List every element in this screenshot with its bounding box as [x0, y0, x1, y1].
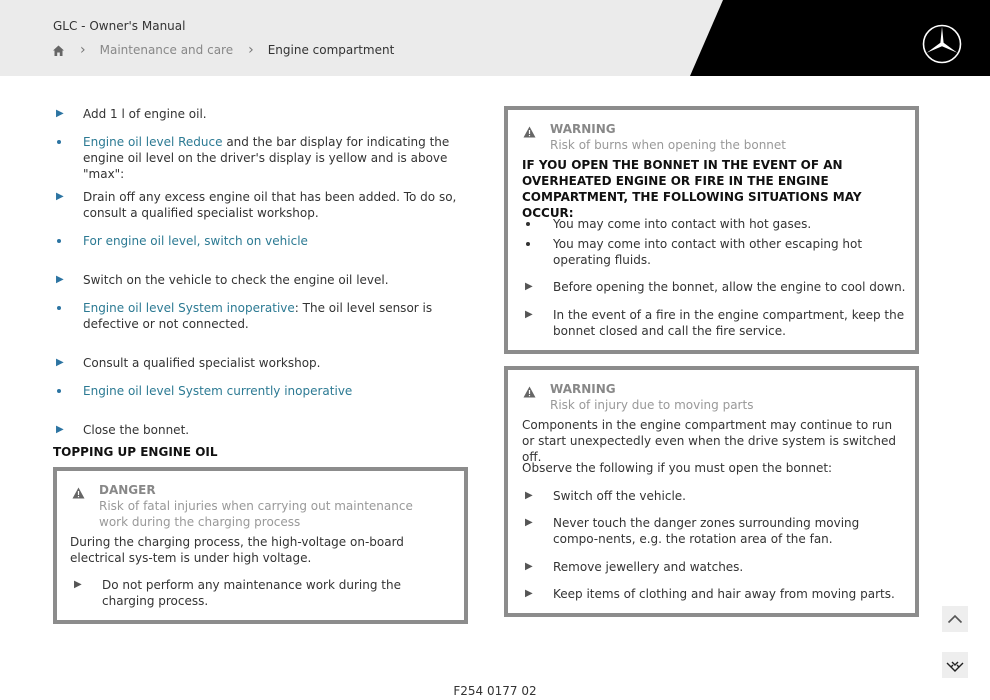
- step-arrow-icon: ▶: [525, 490, 533, 501]
- hazard-type: WARNING: [550, 122, 616, 136]
- warning-triangle-icon: [72, 487, 85, 499]
- warning-step: ▶ Remove jewellery and watches.: [525, 560, 744, 574]
- app-title: GLC - Owner's Manual: [53, 19, 186, 33]
- step-arrow-icon: ▶: [525, 281, 533, 292]
- message-link-inoperative[interactable]: Engine oil level System inoperative: [83, 301, 295, 315]
- hazard-type: DANGER: [99, 483, 156, 497]
- chevron-right-icon: ›: [248, 42, 254, 58]
- result-inoperative: Engine oil level System inoperative: The oil level sensor is defective or not connected.: [53, 300, 468, 332]
- warning-paragraph: Observe the following if you must open the bonnet:: [522, 461, 833, 475]
- step-arrow-icon: ▶: [525, 588, 533, 599]
- step-consult-workshop: ▶ Consult a qualified specialist workshop.: [56, 356, 321, 370]
- breadcrumb-item-maintenance[interactable]: Maintenance and care: [99, 43, 234, 57]
- step-arrow-icon: ▶: [525, 517, 533, 528]
- danger-paragraph: During the charging process, the high-voltage on-board electrical sys-tem is under high voltage.: [70, 535, 404, 565]
- hazard-type: WARNING: [550, 382, 616, 396]
- chevron-up-icon: [947, 614, 963, 624]
- bullet-dot-icon: [526, 242, 530, 246]
- hazard-subtitle: Risk of injury due to moving parts: [550, 398, 754, 412]
- hazard-subtitle: Risk of burns when opening the bonnet: [550, 138, 786, 152]
- hands-icon: [946, 658, 964, 672]
- bullet-dot-icon: [57, 306, 61, 310]
- home-icon[interactable]: [52, 44, 65, 57]
- warning-bullet: You may come into contact with hot gases.: [522, 216, 907, 232]
- warning-step: ▶ Before opening the bonnet, allow the engine to cool down.: [525, 280, 906, 294]
- bullet-dot-icon: [526, 222, 530, 226]
- header: [0, 0, 990, 76]
- warning-box-moving-parts: [504, 366, 919, 617]
- step-arrow-icon: ▶: [56, 108, 64, 119]
- warning-step: ▶ Never touch the danger zones surrounding moving compo-nents, e.g. the rotation area of the fan.: [525, 516, 860, 546]
- bullet-dot-icon: [57, 140, 61, 144]
- result-switch-on: [53, 233, 468, 249]
- breadcrumb: [52, 42, 394, 58]
- danger-box: [53, 467, 468, 624]
- chevron-right-icon: ›: [80, 42, 86, 58]
- step-close-bonnet: ▶ Close the bonnet.: [56, 423, 190, 437]
- step-arrow-icon: ▶: [56, 191, 64, 202]
- warning-caps-text: IF YOU OPEN THE BONNET IN THE EVENT OF AN OVERHEATED ENGINE OR FIRE IN THE ENGINE COMPARTMENT, THE FOLLOWING SITUATIONS MAY OCCUR:: [522, 158, 862, 220]
- warning-step: ▶ In the event of a fire in the engine compartment, keep the bonnet closed and call the fire service.: [525, 308, 905, 338]
- hazard-subtitle: Risk of fatal injuries when carrying out maintenance work during the charging process: [99, 499, 413, 529]
- warning-paragraph: Components in the engine compartment may continue to run or start unexpectedly even when the drive system is switched off.: [522, 418, 896, 464]
- warning-step: ▶ Keep items of clothing and hair away from moving parts.: [525, 587, 895, 601]
- warning-step: ▶ Switch off the vehicle.: [525, 489, 686, 503]
- message-link-switch-on[interactable]: For engine oil level, switch on vehicle: [83, 234, 308, 248]
- step-drain-oil: ▶ Drain off any excess engine oil that has been added. To do so, consult a qualified specialist workshop.: [56, 190, 457, 220]
- warning-bullet: You may come into contact with other escaping hot operating fluids.: [522, 236, 907, 268]
- warning-box-burns: [504, 106, 919, 354]
- message-link-reduce[interactable]: Engine oil level Reduce: [83, 135, 223, 149]
- result-reduce: Engine oil level Reduce and the bar display for indicating the engine oil level on the driver's display is yellow and is above "max":: [53, 134, 468, 182]
- step-arrow-icon: ▶: [56, 424, 64, 435]
- step-arrow-icon: ▶: [525, 309, 533, 320]
- step-arrow-icon: ▶: [74, 579, 82, 590]
- step-add-oil: ▶ Add 1 l of engine oil.: [56, 107, 207, 121]
- step-arrow-icon: ▶: [56, 274, 64, 285]
- warning-triangle-icon: [523, 386, 536, 398]
- step-arrow-icon: ▶: [56, 357, 64, 368]
- document-id: F254 0177 02: [453, 684, 537, 698]
- danger-step: ▶ Do not perform any maintenance work during the charging process.: [74, 578, 401, 608]
- breadcrumb-item-engine-compartment: Engine compartment: [267, 43, 395, 57]
- result-currently-inoperative: [53, 383, 468, 399]
- message-link-currently-inoperative[interactable]: Engine oil level System currently inoperative: [83, 384, 353, 398]
- bullet-dot-icon: [57, 239, 61, 243]
- warning-triangle-icon: [523, 126, 536, 138]
- bullet-dot-icon: [57, 389, 61, 393]
- step-arrow-icon: ▶: [525, 561, 533, 572]
- mercedes-star-logo[interactable]: [921, 23, 963, 65]
- step-switch-on: ▶ Switch on the vehicle to check the engine oil level.: [56, 273, 389, 287]
- section-heading: TOPPING UP ENGINE OIL: [53, 445, 218, 459]
- assistance-button[interactable]: [942, 652, 968, 678]
- scroll-to-top-button[interactable]: [942, 606, 968, 632]
